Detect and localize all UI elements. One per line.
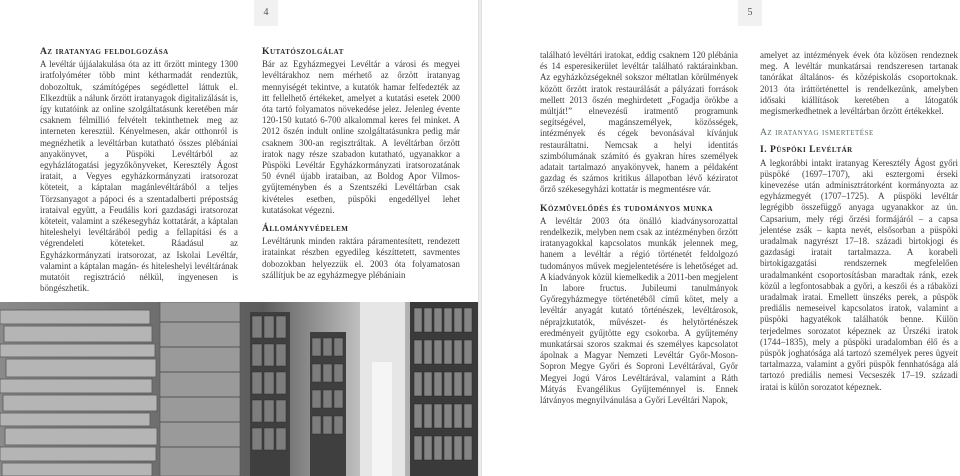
paragraph: A levéltár 2003 óta önálló kiadványsorozattal rendelkezik, melyben nem csak az intézményben őrzött iratanyagokkal kapcsolatos munkák jelennek meg, hanem a levéltár a régió történetét feldolgozó tudományos művek megjelentetésére is lehetőséget ad. A kiadványok közül kiemelkedik a 2011-ben megjelent In labore fructus. Jubileumi tanulmányok Győregyházmegye történetéből című kötet, mely a levéltár anyagát kutató történészek, levéltárosok, néprajzkutatók, művészet- és helytörténészek eredményeit gyűjtötte egy csokorba. A gyűjtemény munkatársai szoros szakmai és személyes kapcsolatot ápolnak a Magyar Nemzeti Levéltár Győr-Moson-Sopron Megye Győri és Soproni Levéltárával, Győr Megyei Jogú Város Levéltárával, valamint a Ráth Mátyás Evangélikus Gyűjteménnyel is. Ennek látványos megnyilvánulása a Győri Levéltári Napok, (540, 215, 738, 406)
page-number-right: 5 (738, 0, 762, 26)
page-number-left: 4 (254, 0, 278, 26)
section-heading-iratanyag-feldolgozasa: Az iratanyag feldolgozása (40, 46, 169, 57)
section-heading-kozmuvelodes: Közművelődés és tudományos munka (540, 202, 714, 214)
column-3 (540, 50, 738, 406)
section-heading-allomanyvedelem: Állományvédelem (262, 223, 349, 235)
subsection-heading-puspoki-leveltar: I. Püspöki Levéltár (760, 144, 853, 156)
section-heading-kutatoszolgalat: Kutatószolgálat (262, 46, 344, 57)
archive-shelves-photo (0, 302, 478, 476)
column-4 (760, 50, 958, 393)
paragraph: A legkorábbi intakt iratanyag Keresztély Ágost győri püspöké (1697–1707), aki esztergomi érseki kinevezése után adminisztrátorként kormányozta az egyházmegyét (1707–1725). A püspöki levéltár legrégibb összefüggő anyaga ugyanakkor az ún. Capsarium, mely régi őrzési formájáról – a capsa jelentése zsák – kapta nevét, elsősorban a püspöki uradalmak nagyrészt 17–18. századi birtokjogi és gazdasági iratait tartalmazza. A korabeli birtokigazgatási rendszernek megfelelően uradalmanként csoportosításban maradtak ránk, ezek közül a legfontosabbak a győri, a keszői és a rábaközi uradalmak iratai. Emellett ünszéks perek, a püspök prediális nemeseivel kapcsolatos iratok, valamint a püspöki hagyatékok találhatók benne. Külön terjedelmes sorozatot képeznek az Úrszéki iratok (1744–1835), mely a püspöki uradalomban élő és a püspök joghatósága alá tartozó személyek peres ügyeit tartalmazza, valamint a győri püspök fennhatósága alá tartozó prediális nemesi Vecseszék 17–19. századi iratai is külön sorozatot képeznek. (760, 157, 958, 392)
paragraph: Bár az Egyházmegyei Levéltár a városi és megyei levéltárakhoz nem mérhető az őrzött iratanyag mennyiségét tekintve, a kutatók hamar felfedezték az itt fellelhető értékeket, amelyet a kutatási esetek 2000 óta tartó folyamatos növekedése jelez. Jelenleg évente 120-150 kutató 6-700 alkalommal keres fel minket. A 2012 őszén indult online szolgáltatásunkra pedig már csaknem 300-an regisztráltak. A levéltárban őrzött iratok nagy része szabadon kutatható, ugyanakkor a Püspöki Levéltár Egyházkormányzati iratsorozatának 50 évnél újabb irataiban, az Boldog Apor Vilmos-gyűjteményben és a Szentszéki Levéltárban csak kivételes esetben, püspöki engedéllyel lehet kutatásokat végezni. (262, 59, 460, 215)
paragraph: található levéltári iratokat, eddig csaknem 120 plébánia és 14 esperesikerület levéltár található raktárainkban. Az egyházközségeknél sokszor méltatlan körülmények között őrzött iratok restaurálását a pályázati források mellett 2013 őszén meghirdetett „Fogadja örökbe a múltját!” elnevezésű iratmentő programunk segítségével, magánszemélyek, közösségek, intézmények és cégek bevonásával kívánjuk restauráltatni. Nemcsak a helyi identitás szimbólumának számító és gyakran híres személyek adatait tartalmazó anyakönyvek, hanem a példaként gazdag és számos kritikus állapotban lévő kéziratot őrző székesegyházi kottatár is megmentésre vár. (540, 50, 738, 195)
column-1 (40, 46, 238, 294)
section-heading-iratanyag-ismertetese: Az iratanyag ismertetése (760, 127, 874, 139)
left-page (0, 0, 478, 476)
paragraph: amelyet az intézmények évek óta közösen rendeznek meg. A levéltár munkatársai rendszeresen tartanak tanórákat általános- és középiskolás csoportoknak. 2013 óta iráttörténettel is rendelkezünk, amelyben idősaki kiállítások keretében a látogatók megismerkedhetnek a levéltárban őrzött értékekkel. (760, 50, 958, 117)
paragraph: Levéltárunk minden raktára páramentesített, rendezett iratainkat részben egyedileg készíttetett, savmentes dobozokban helyezzük el. 2003 óta folyamatosan szállítjuk be az egyházmegye plébániain (262, 236, 460, 280)
column-2 (262, 46, 460, 281)
paragraph: A levéltár újjáalakulása óta az itt őrzött mintegy 1300 iratfolyóméter több mint kétharmadát rendeztük, dobozoltuk, számítógépes segédlettel láttuk el. Elkezdtük a nálunk őrzött iratanyagok digitalizálását is, így kutatóink az online szolgáltatásunk keretében már csaknem félmillió felvételt tekinthetnek meg az interneten keresztül. Kényelmesen, akár otthonról is megnézhetik a levéltárban kutatható összes plébániai anyakönyvet, a Püspöki Levéltárból az egyházlátogatási jegyzőkönyveket, Keresztély Ágost iratait, a Vegyes egyházkormányzati iratsorozat köteteit, a káptalan magánlevéltárából a teljes Törzsanyagot a pápoci és a szentadalberti prépostság irataival együtt, a Feudális kori gazdasági iratsorozat köteteit, valamint a székesegyház kottatárát, a káptalan hiteleshelyi levéltárából pedig a fellapítási és a végrendeleti köteteket. Ráadásul az Egyházkormányzati iratsorozat, az Iskolai Levéltár, valamint a káptalan magán- és hiteleshelyi levéltárának mutatóit regisztráció nélkül, ingyenesen is böngészhetik. (40, 59, 238, 294)
